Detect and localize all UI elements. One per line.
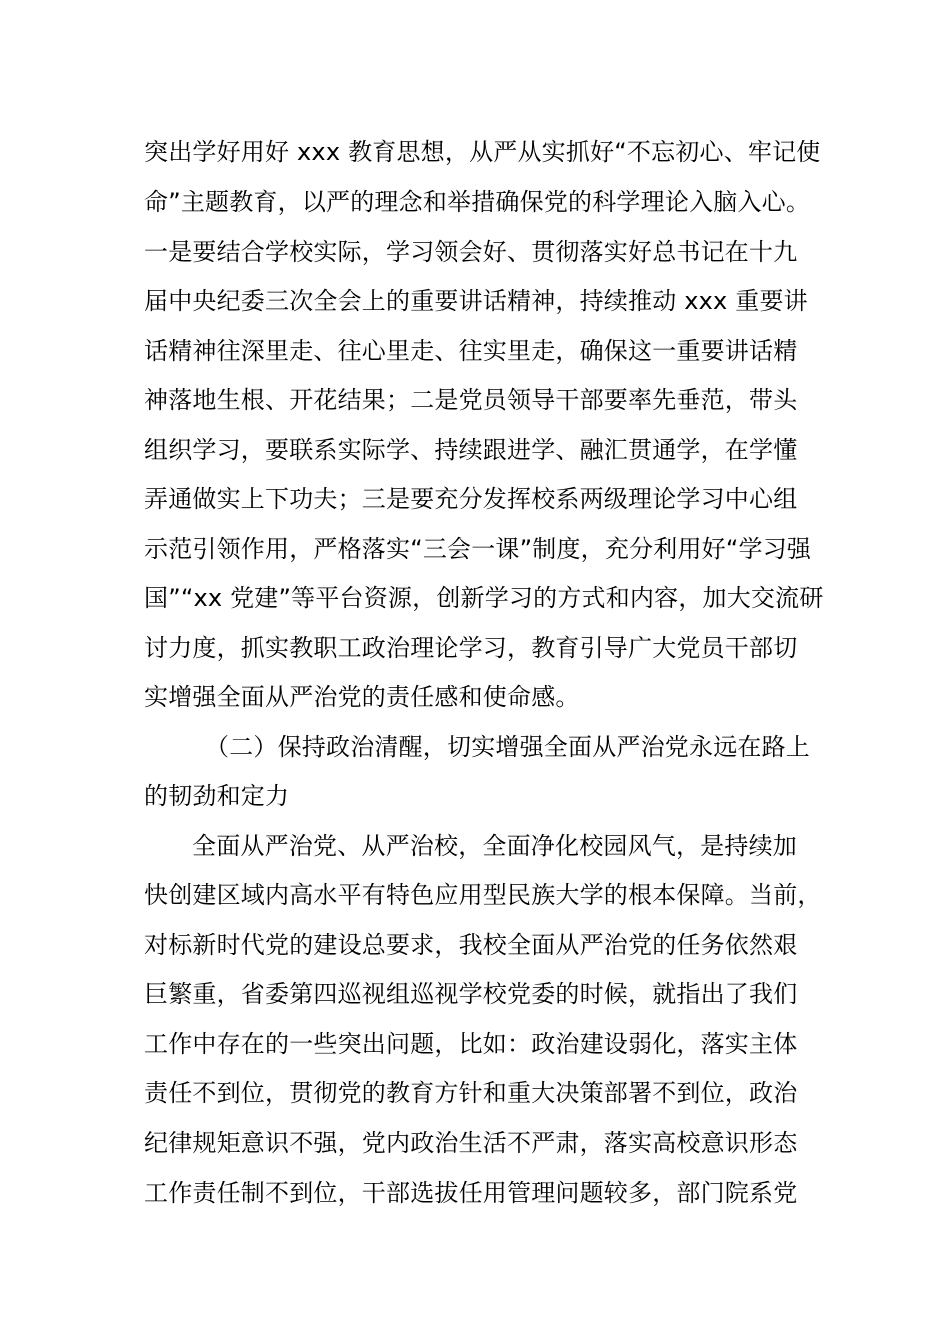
paragraph-line: 示范引领作用，严格落实“三会一课”制度，充分利用好“学习强: [144, 535, 812, 563]
paragraph-line: 弄通做实上下功夫；三是要充分发挥校系两级理论学习中心组: [144, 485, 798, 513]
paragraph-line: 神落地生根、开花结果；二是党员领导干部要率先垂范，带头: [144, 386, 798, 414]
paragraph-line: 突出学好用好 xxx 教育思想，从严从实抓好“不忘初心、牢记使: [144, 138, 821, 166]
paragraph-line: 全面从严治党、从严治校，全面净化校园风气，是持续加: [192, 832, 797, 860]
paragraph-line: 国”“xx 党建”等平台资源，创新学习的方式和内容，加大交流研: [144, 584, 824, 612]
paragraph-line: 巨繁重，省委第四巡视组巡视学校党委的时候，就指出了我们: [144, 980, 798, 1008]
paragraph-line: 届中央纪委三次全会上的重要讲话精神，持续推动 xxx 重要讲: [144, 287, 808, 315]
paragraph-line: 一是要结合学校实际，学习领会好、贯彻落实好总书记在十九: [144, 238, 798, 266]
paragraph-line: 工作责任制不到位，干部选拔任用管理问题较多，部门院系党: [144, 1179, 798, 1207]
paragraph-line: 工作中存在的一些突出问题，比如：政治建设弱化，落实主体: [144, 1030, 798, 1058]
paragraph-line: 实增强全面从严治党的责任感和使命感。: [144, 683, 580, 711]
paragraph-line: 组织学习，要联系实际学、持续跟进学、融汇贯通学，在学懂: [144, 436, 798, 464]
paragraph-line: 对标新时代党的建设总要求，我校全面从严治党的任务依然艰: [144, 931, 798, 959]
heading-line: （二）保持政治清醒，切实增强全面从严治党永远在路上: [205, 733, 810, 761]
paragraph-line: 命”主题教育，以严的理念和举措确保党的科学理论入脑入心。: [144, 188, 811, 216]
heading-line: 的韧劲和定力: [144, 782, 290, 810]
paragraph-line: 讨力度，抓实教职工政治理论学习，教育引导广大党员干部切: [144, 634, 798, 662]
paragraph-line: 快创建区域内高水平有特色应用型民族大学的根本保障。当前，: [144, 881, 822, 909]
paragraph-line: 责任不到位，贯彻党的教育方针和重大决策部署不到位，政治: [144, 1079, 798, 1107]
paragraph-line: 话精神往深里走、往心里走、往实里走，确保这一重要讲话精: [144, 337, 798, 365]
paragraph-line: 纪律规矩意识不强，党内政治生活不严肃，落实高校意识形态: [144, 1129, 798, 1157]
